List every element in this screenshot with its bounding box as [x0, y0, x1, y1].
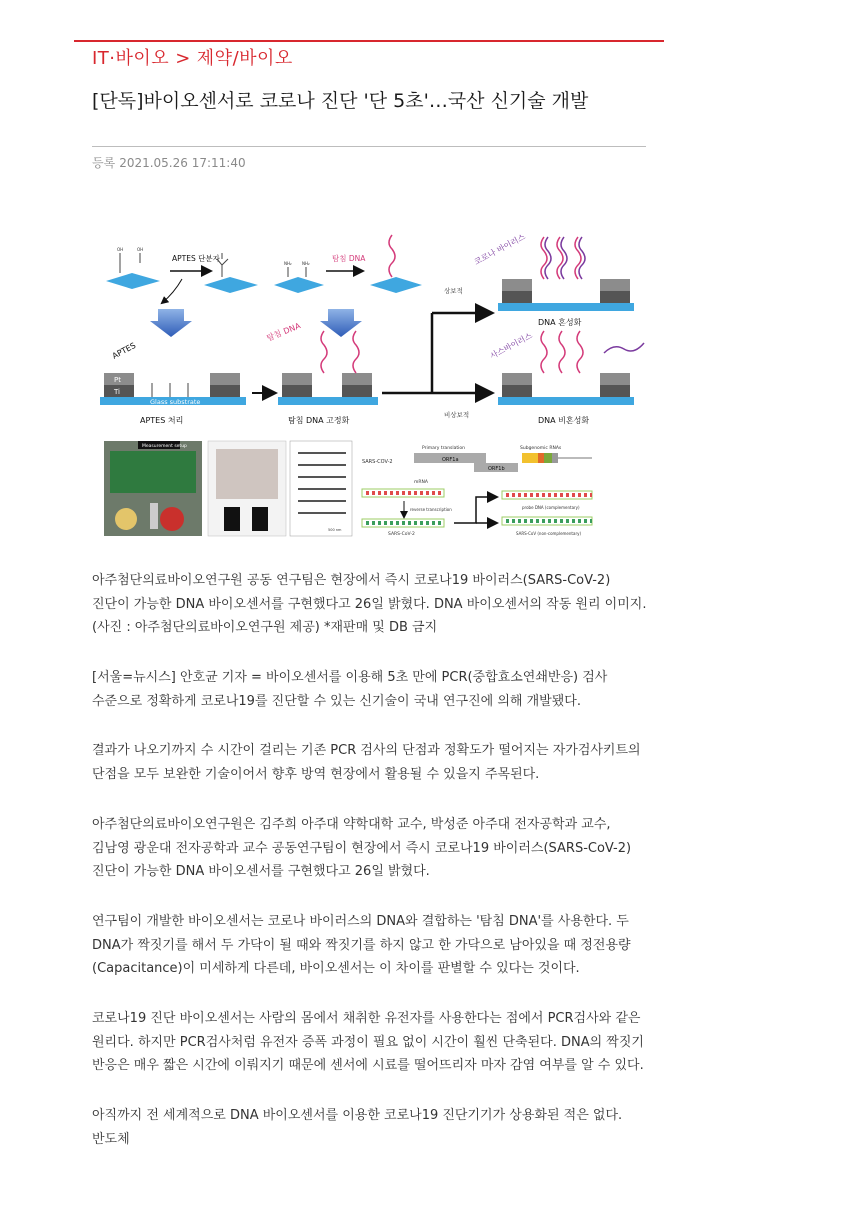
label-scale: 500 nm [328, 528, 342, 532]
svg-text:OH: OH [117, 247, 124, 252]
figure-caption: 아주첨단의료바이오연구원 공동 연구팀은 현장에서 즉시 코로나19 바이러스(SARS-CoV-2) 진단이 가능한 DNA 바이오센서를 구현했다고 26일 밝혔다. DNA 바이오센서의 작동 원리 이미지.(사진 : 아주첨단의료바이오연구원 제공) *재판매 및 DB 금지 [92, 573, 647, 635]
label-non-complementary: 비상보적 [444, 411, 470, 419]
label-probe-dna-top: 탐침 DNA [332, 254, 366, 263]
section-subcategory-link[interactable]: 제약/바이오 [196, 48, 293, 69]
section-category-link[interactable]: IT·바이오 [92, 48, 170, 69]
label-glass: Glass substrate [150, 398, 201, 406]
label-orf1b: ORF1b [488, 466, 505, 472]
breadcrumb-chevron-icon: > [175, 48, 191, 69]
step-probe-label: 탐침 DNA 고정화 [288, 416, 350, 425]
headline-divider [92, 146, 646, 147]
label-primary-translation: Primary translation [422, 446, 466, 451]
article-paragraph-4: 연구팀이 개발한 바이오센서는 코로나 바이러스의 DNA와 결합하는 '탐침 DNA'를 사용한다. 두 DNA가 짝짓기를 해서 두 가닥이 될 때와 짝짓기를 하지 않고 한 가닥으로 남아있을 때 정전용량(Capacitance)이 미세하게 다른데, 바이오센서는 이 차이를 판별할 수 있다는 것이다. [92, 914, 631, 976]
label-pt: Pt [114, 376, 121, 384]
article-figure [92, 213, 646, 558]
label-sars-virus: 사스바이러스 [488, 331, 534, 361]
label-reverse-transcription: reverse transcription [410, 507, 452, 512]
article-paragraph-2: 결과가 나오기까지 수 시간이 걸리는 기존 PCR 검사의 단점과 정확도가 떨어지는 자가검사키트의 단점을 모두 보완한 기술이어서 향후 방역 현장에서 활용될 수 있을지 주목된다. [92, 743, 641, 782]
hybridization-label: DNA 혼성화 [538, 318, 582, 327]
label-complementary: 상보적 [444, 287, 463, 295]
svg-text:OH: OH [137, 247, 144, 252]
label-ti: Ti [114, 388, 121, 396]
article-paragraph-1: [서울=뉴시스] 안호균 기자 = 바이오센서를 이용해 5초 만에 PCR(중합효소연쇄반응) 검사 수준으로 정확하게 코로나19를 진단할 수 있는 신기술이 국내 연구진에 의해 개발됐다. [92, 670, 608, 709]
photo-measurement-setup [104, 441, 202, 536]
label-probe-dna-side: 탐침 DNA [265, 321, 302, 343]
photo-electrode-lines [290, 441, 352, 536]
step-aptes-label: APTES 처리 [140, 416, 184, 425]
meta-label: 등록 [92, 156, 116, 170]
svg-text:NH₂: NH₂ [284, 261, 292, 266]
svg-text:NH₂: NH₂ [302, 261, 310, 266]
article-paragraph-3: 아주첨단의료바이오연구원은 김주희 아주대 약학대학 교수, 박성준 아주대 전자공학과 교수, 김남영 광운대 전자공학과 교수 공동연구팀이 현장에서 즉시 코로나19 바이러스(SARS-CoV-2) 진단이 가능한 DNA 바이오센서를 구현했다고 26일 밝혔다. [92, 817, 632, 879]
label-aptes-reagent: APTES 단분자 [172, 254, 220, 263]
label-sars-cov-non: SARS-CoV (non-complementary) [516, 531, 582, 536]
article-meta [92, 154, 250, 171]
label-corona-virus: 코로나 바이러스 [472, 232, 527, 267]
label-subgenomic-rnas: Subgenomic RNAs [520, 446, 562, 451]
label-sars-cov2-bottom: SARS-CoV-2 [388, 532, 415, 537]
label-orf1a: ORF1a [442, 457, 459, 463]
section-top-rule [74, 40, 664, 42]
non-hybridization-label: DNA 비혼성화 [538, 416, 590, 425]
publish-datetime: 2021.05.26 17:11:40 [119, 156, 246, 170]
label-probe-dna: probe DNA (complementary) [522, 505, 580, 510]
article-headline: [단독]바이오센서로 코로나 진단 '단 5초'…국산 신기술 개발 [92, 90, 589, 112]
section-breadcrumb [92, 44, 293, 70]
article-paragraph-6: 아직까지 전 세계적으로 DNA 바이오센서를 이용한 코로나19 진단기기가 상용화된 적은 없다. 반도체 [92, 1108, 623, 1147]
label-mrna: mRNA [414, 480, 428, 485]
label-aptes-side: APTES [110, 340, 138, 361]
label-sars-cov2-genome: SARS-COV-2 [362, 459, 393, 465]
article-paragraph-5: 코로나19 진단 바이오센서는 사람의 몸에서 채취한 유전자를 사용한다는 점에서 PCR검사와 같은 원리다. 하지만 PCR검사처럼 유전자 증폭 과정이 필요 없이 시간이 훨씬 단축된다. DNA의 짝짓기 반응은 매우 짧은 시간에 이뤄지기 때문에 센서에 시료를 떨어뜨리자 마자 감염 여부를 알 수 있다. [92, 1011, 644, 1073]
photo-electrode-sem [208, 441, 286, 536]
label-measurement-setup: Measurement setup [142, 444, 187, 449]
